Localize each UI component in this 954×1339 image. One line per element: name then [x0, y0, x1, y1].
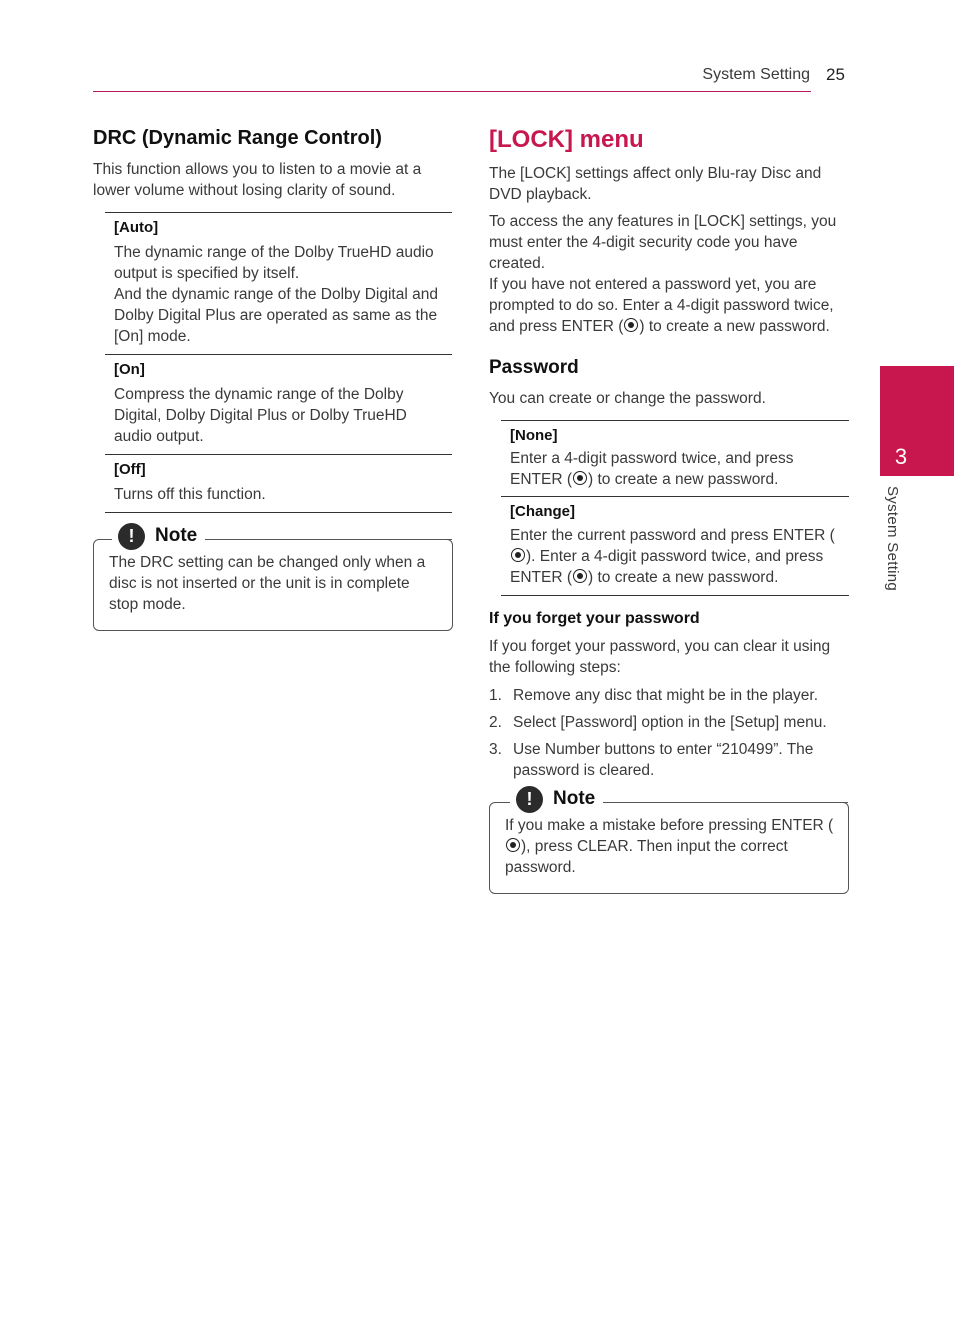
- list-item: [489, 685, 839, 706]
- lock-heading: [LOCK] menu: [489, 126, 644, 153]
- option-title: [Change]: [510, 503, 575, 520]
- step-text: Use Number buttons to enter “210499”. The password is cleared.: [513, 741, 814, 779]
- option-row-off: [105, 455, 452, 512]
- forget-steps-list: [489, 685, 839, 787]
- list-item: [489, 739, 839, 781]
- lock-note-header: [510, 785, 603, 813]
- option-text: Compress the dynamic range of the Dolby Digital, Dolby Digital Plus or Dolby TrueHD audio output.: [114, 386, 407, 445]
- step-number: 1.: [489, 687, 502, 704]
- step-text: Remove any disc that might be in the player.: [513, 687, 818, 704]
- text-segment: ), press CLEAR. Then input the correct password.: [505, 838, 788, 876]
- exclamation-icon: !: [516, 786, 543, 813]
- lock-paragraph-2: To access the any features in [LOCK] settings, you must enter the 4-digit security code you have created.: [489, 213, 837, 272]
- list-item: [489, 712, 839, 733]
- option-text: The dynamic range of the Dolby TrueHD audio output is specified by itself.: [114, 244, 434, 282]
- option-text: [510, 525, 840, 588]
- chapter-label: [884, 486, 914, 616]
- option-text: Turns off this function.: [114, 486, 266, 503]
- header-rule: [93, 91, 811, 92]
- step-number: 2.: [489, 714, 502, 731]
- option-title: [Auto]: [114, 219, 159, 236]
- option-row-none: [501, 421, 849, 497]
- running-header-section: System Setting: [702, 66, 810, 83]
- password-heading: Password: [489, 357, 579, 378]
- option-text: And the dynamic range of the Dolby Digital and Dolby Digital Plus are operated as same as the [On] mode.: [114, 286, 438, 345]
- text-segment: ) to create a new password.: [588, 569, 779, 586]
- lock-paragraph-1: The [LOCK] settings affect only Blu-ray Disc and DVD playback.: [489, 165, 822, 203]
- forget-password-intro: If you forget your password, you can clear it using the following steps:: [489, 638, 831, 676]
- text-segment: Enter a 4-digit password twice, and press ENTER (: [510, 450, 794, 488]
- password-options-table: [501, 420, 849, 596]
- option-row-change: [501, 497, 849, 595]
- option-row-on: [105, 355, 452, 455]
- option-text: [510, 448, 840, 490]
- drc-note-header: [112, 522, 205, 550]
- drc-intro: This function allows you to listen to a movie at a lower volume without losing clarity of sound.: [93, 161, 422, 199]
- forget-password-heading: If you forget your password: [489, 610, 700, 627]
- note-rule: [614, 802, 848, 803]
- enter-button-icon: [511, 548, 525, 562]
- option-row-auto: [105, 213, 452, 355]
- lock-paragraph-3: [489, 274, 847, 337]
- text-segment: ). Enter a 4-digit password twice, and press ENTER (: [510, 548, 824, 586]
- text-segment: ) to create a new password.: [639, 318, 830, 335]
- note-label: Note: [553, 788, 596, 809]
- text-segment: Enter the current password and press ENTER (: [510, 527, 835, 544]
- step-number: 3.: [489, 741, 502, 758]
- drc-note-text: The DRC setting can be changed only when a disc is not inserted or the unit is in complete stop mode.: [109, 554, 426, 613]
- drc-heading: DRC (Dynamic Range Control): [93, 127, 382, 149]
- text-segment: If you have not entered a password yet, you are prompted to do so. Enter a 4-digit password twice, and press ENTER (: [489, 276, 834, 335]
- page-number: 25: [826, 65, 845, 84]
- drc-options-table: [105, 212, 452, 513]
- chapter-number: 3: [894, 444, 908, 469]
- enter-button-icon: [624, 318, 638, 332]
- note-label: Note: [155, 525, 198, 546]
- step-text: Select [Password] option in the [Setup] menu.: [513, 714, 827, 731]
- option-title: [Off]: [114, 461, 146, 478]
- note-rule: [218, 539, 452, 540]
- option-title: [None]: [510, 427, 558, 444]
- password-intro: You can create or change the password.: [489, 390, 766, 407]
- text-segment: ) to create a new password.: [588, 471, 779, 488]
- enter-button-icon: [506, 838, 520, 852]
- text-segment: If you make a mistake before pressing ENTER (: [505, 817, 834, 834]
- enter-button-icon: [573, 471, 587, 485]
- enter-button-icon: [573, 569, 587, 583]
- option-title: [On]: [114, 361, 145, 378]
- exclamation-icon: !: [118, 523, 145, 550]
- lock-note-text: [505, 815, 835, 878]
- chapter-label-text: System Setting: [884, 486, 901, 592]
